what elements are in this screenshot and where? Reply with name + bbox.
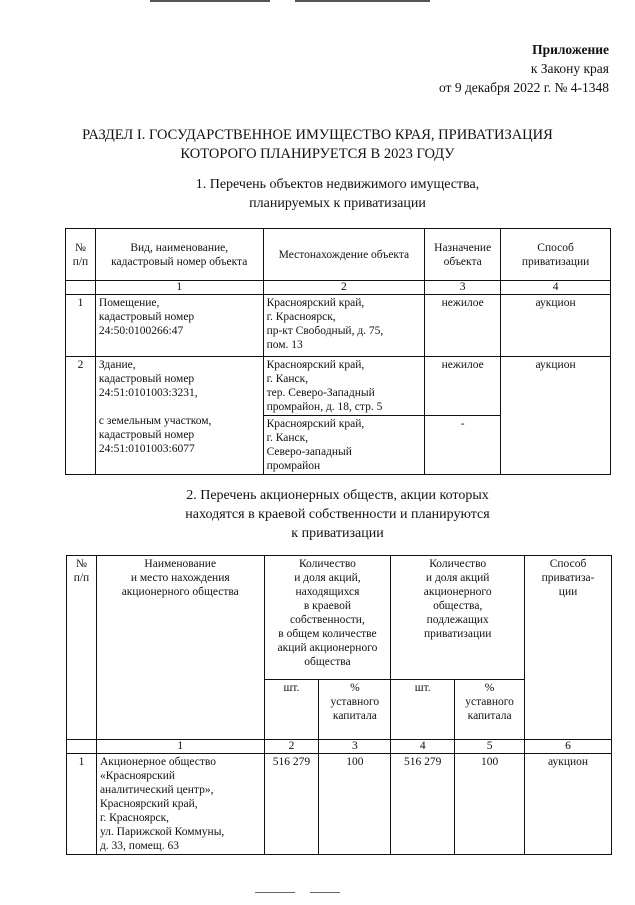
- colnum: 4: [391, 740, 455, 754]
- section-title: [0, 126, 635, 164]
- header-location: Местонахождение объекта: [263, 229, 425, 281]
- row-purpose: нежилое: [425, 295, 501, 357]
- row-num: 2: [66, 357, 96, 475]
- header-pct: % уставного капитала: [455, 680, 525, 740]
- colnum: 3: [425, 281, 501, 295]
- header-purpose: Назначение объекта: [425, 229, 501, 281]
- list1-heading-line2: планируемых к приватизации: [249, 196, 426, 211]
- row-num: 1: [66, 295, 96, 357]
- header-num: № п/п: [66, 229, 96, 281]
- header-pcs: шт.: [391, 680, 455, 740]
- row-location: Красноярский край, г. Красноярск, пр-кт Свободный, д. 75, пом. 13: [263, 295, 425, 357]
- header-owned: Количество и доля акций, находящихся в краевой собственности, в общем количестве акций акционерного общества: [264, 556, 391, 680]
- top-scan-marks: [150, 0, 430, 3]
- row-kind: Помещение, кадастровый номер 24:50:0100266:47: [95, 295, 263, 357]
- colnum: 3: [319, 740, 391, 754]
- row-method: аукцион: [525, 754, 612, 855]
- header-pct: % уставного капитала: [319, 680, 391, 740]
- row-kind: Здание, кадастровый номер 24:51:0101003:3231, с земельным участком, кадастровый номер 24:51:0101003:6077: [95, 357, 263, 475]
- appendix-line2: к Закону края: [530, 61, 609, 76]
- row-subject-pct: 100: [455, 754, 525, 855]
- header-kind: Вид, наименование, кадастровый номер объекта: [95, 229, 263, 281]
- row-purpose: нежилое: [425, 357, 501, 416]
- colnum: 1: [95, 281, 263, 295]
- row-method: аукцион: [501, 295, 611, 357]
- table-row: [66, 295, 611, 357]
- row-owned-pcs: 516 279: [264, 754, 319, 855]
- header-subject: Количество и доля акций акционерного общества, подлежащих приватизации: [391, 556, 525, 680]
- header-method: Способ приватизации: [501, 229, 611, 281]
- appendix-line3: от 9 декабря 2022 г. № 4-1348: [438, 80, 609, 95]
- row-location: Красноярский край, г. Канск, тер. Северо-Западный промрайон, д. 18, стр. 5: [263, 357, 425, 416]
- colnum: 2: [264, 740, 319, 754]
- list1-heading-line1: 1. Перечень объектов недвижимого имущества,: [195, 177, 480, 192]
- colnum-empty: [66, 281, 96, 295]
- row-purpose: -: [425, 416, 501, 475]
- appendix-title: Приложение: [532, 42, 609, 57]
- table-row: [67, 754, 612, 855]
- section-title-line2: КОТОРОГО ПЛАНИРУЕТСЯ В 2023 ГОДУ: [180, 146, 455, 162]
- colnum: 2: [263, 281, 425, 295]
- row-owned-pct: 100: [319, 754, 391, 855]
- list2-heading: [20, 486, 635, 543]
- appendix-block: [439, 40, 609, 97]
- real-estate-table: [65, 228, 611, 475]
- list2-heading-line2: находятся в краевой собственности и планируются: [185, 507, 490, 522]
- colnum: 1: [96, 740, 264, 754]
- header-num: № п/п: [67, 556, 97, 740]
- list1-heading: [20, 175, 635, 213]
- row-name: Акционерное общество «Красноярский аналитический центр», Красноярский край, г. Красноярск, ул. Парижской Коммуны, д. 33, помещ. 63: [96, 754, 264, 855]
- colnum: 5: [455, 740, 525, 754]
- colnum: 6: [525, 740, 612, 754]
- section-title-line1: РАЗДЕЛ I. ГОСУДАРСТВЕННОЕ ИМУЩЕСТВО КРАЯ, ПРИВАТИЗАЦИЯ: [82, 127, 553, 143]
- header-method: Способ приватиза- ции: [525, 556, 612, 740]
- row-method: аукцион: [501, 357, 611, 475]
- table-row: [66, 357, 611, 416]
- colnum: 4: [501, 281, 611, 295]
- colnum-empty: [67, 740, 97, 754]
- list2-heading-line1: 2. Перечень акционерных обществ, акции которых: [186, 488, 489, 503]
- list2-heading-line3: к приватизации: [291, 526, 384, 541]
- bottom-scan-mark: [255, 892, 345, 895]
- header-name: Наименование и место нахождения акционерного общества: [96, 556, 264, 740]
- header-pcs: шт.: [264, 680, 319, 740]
- joint-stock-table: [66, 555, 612, 855]
- row-location: Красноярский край, г. Канск, Северо-западный промрайон: [263, 416, 425, 475]
- row-subject-pcs: 516 279: [391, 754, 455, 855]
- row-num: 1: [67, 754, 97, 855]
